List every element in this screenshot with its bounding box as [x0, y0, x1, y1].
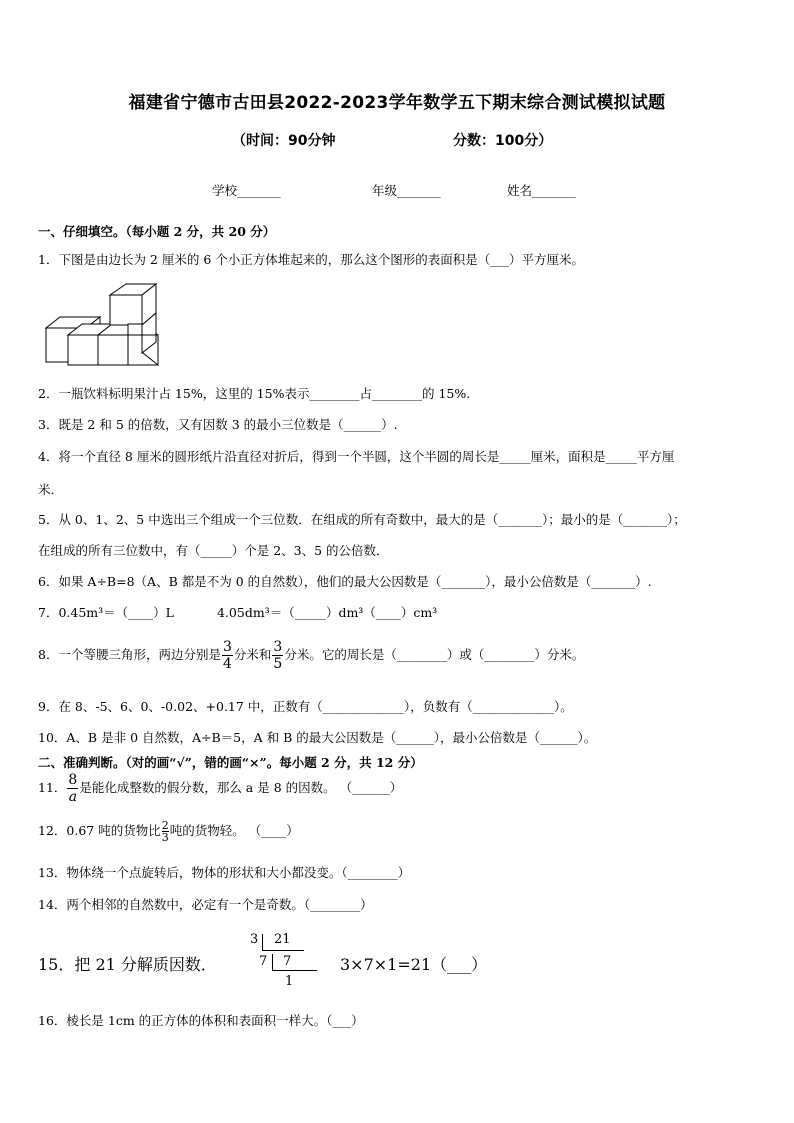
division-line-2: [272, 970, 317, 971]
cube-stack-figure: [40, 280, 165, 370]
question-11-number: 11．: [38, 780, 67, 795]
question-11: [38, 773, 402, 804]
question-14: 14．两个相邻的自然数中，必定有一个是奇数。（________）: [38, 897, 373, 912]
question-5-line2: 在组成的所有三位数中，有（_____）个是 2、3、5 的公倍数．: [38, 543, 389, 558]
question-15-text: 15．把 21 分解质因数．: [38, 955, 217, 974]
question-16: 16．棱长是 1cm 的正方体的体积和表面积一样大。（___）: [38, 1013, 364, 1028]
division-bracket-1: [262, 934, 263, 950]
fraction-3-5: $\frac{3}{5}$: [273, 639, 283, 672]
question-5-line1: 5．从 0、1、2、5 中选出三个组成一个三位数．在组成的所有奇数中，最大的是（_______）；最小的是（_______）；: [38, 512, 686, 527]
question-12-text-post: 吨的货物轻。 （____）: [169, 823, 299, 838]
question-7-part-a: 7．0.45m³＝（____）L: [38, 605, 174, 620]
question-13: 13．物体绕一个点旋转后，物体的形状和大小都没变。（________）: [38, 865, 411, 880]
exam-time: （时间：90分钟: [232, 133, 336, 149]
fraction-2-3: $\frac{2}{3}$: [161, 819, 169, 844]
name-field: 姓名_______: [507, 183, 576, 198]
question-8: [38, 640, 584, 671]
divisor-7: 7: [259, 954, 268, 969]
section-1-heading: 一、仔细填空。（每小题 2 分，共 20 分）: [38, 224, 276, 239]
question-2: 2．一瓶饮料标明果汁占 15%，这里的 15%表示________占________的 15%.: [38, 386, 471, 401]
question-12-text-pre: 12．0.67 吨的货物比: [38, 823, 161, 838]
question-8-text-pre: 8．一个等腰三角形，两边分别是: [38, 647, 221, 662]
question-4-line2: 米．: [38, 482, 64, 497]
question-7-part-b: 4.05dm³＝（_____）dm³（____）cm³: [217, 605, 438, 620]
quotient-7: 7: [283, 954, 292, 969]
question-11-text: 是能化成整数的假分数，那么 a 是 8 的因数。 （______）: [79, 780, 403, 795]
question-15-answer: 3×7×1=21（___）: [340, 955, 488, 974]
question-9: 9．在 8、-5、6、0、-0.02、+0.17 中，正数有（_____________），负数有（_____________）。: [38, 699, 573, 714]
question-10: 10．A、B 是非 0 自然数，A÷B＝5，A 和 B 的最大公因数是（______），最小公倍数是（______）。: [38, 730, 597, 745]
question-8-text-post: 分米。它的周长是（________）或（________）分米。: [284, 647, 585, 662]
short-division-figure: [245, 932, 320, 990]
exam-score: 分数：100分）: [453, 133, 553, 149]
division-bracket-2: [272, 954, 273, 970]
fraction-8-a: $\frac{8}{a}$: [68, 772, 78, 805]
school-field: 学校_______: [212, 183, 281, 198]
fraction-3-4: $\frac{3}{4}$: [222, 639, 232, 672]
question-1: 1．下图是由边长为 2 厘米的 6 个小正方体堆起来的，那么这个图形的表面积是（___）平方厘米。: [38, 252, 585, 267]
exam-title: 福建省宁德市古田县2022-2023学年数学五下期末综合测试模拟试题: [128, 93, 666, 113]
dividend-21: 21: [274, 932, 291, 947]
question-12: [38, 820, 299, 843]
division-line-1: [262, 950, 304, 951]
divisor-3: 3: [250, 932, 259, 947]
section-2-heading: 二、准确判断。（对的画“√”，错的画“×”。每小题 2 分，共 12 分）: [38, 755, 423, 770]
question-4-line1: 4．将一个直径 8 厘米的圆形纸片沿直径对折后，得到一个半圆，这个半圆的周长是_____厘米，面积是_____平方厘: [38, 449, 675, 464]
question-15: [38, 952, 217, 975]
question-3: 3．既是 2 和 5 的倍数，又有因数 3 的最小三位数是（______）.: [38, 417, 398, 432]
quotient-1: 1: [285, 974, 294, 989]
question-8-text-mid: 分米和: [233, 647, 272, 662]
grade-field: 年级_______: [372, 183, 441, 198]
question-6: 6．如果 A÷B=8（A、B 都是不为 0 的自然数），他们的最大公因数是（_______），最小公倍数是（_______）.: [38, 574, 652, 589]
